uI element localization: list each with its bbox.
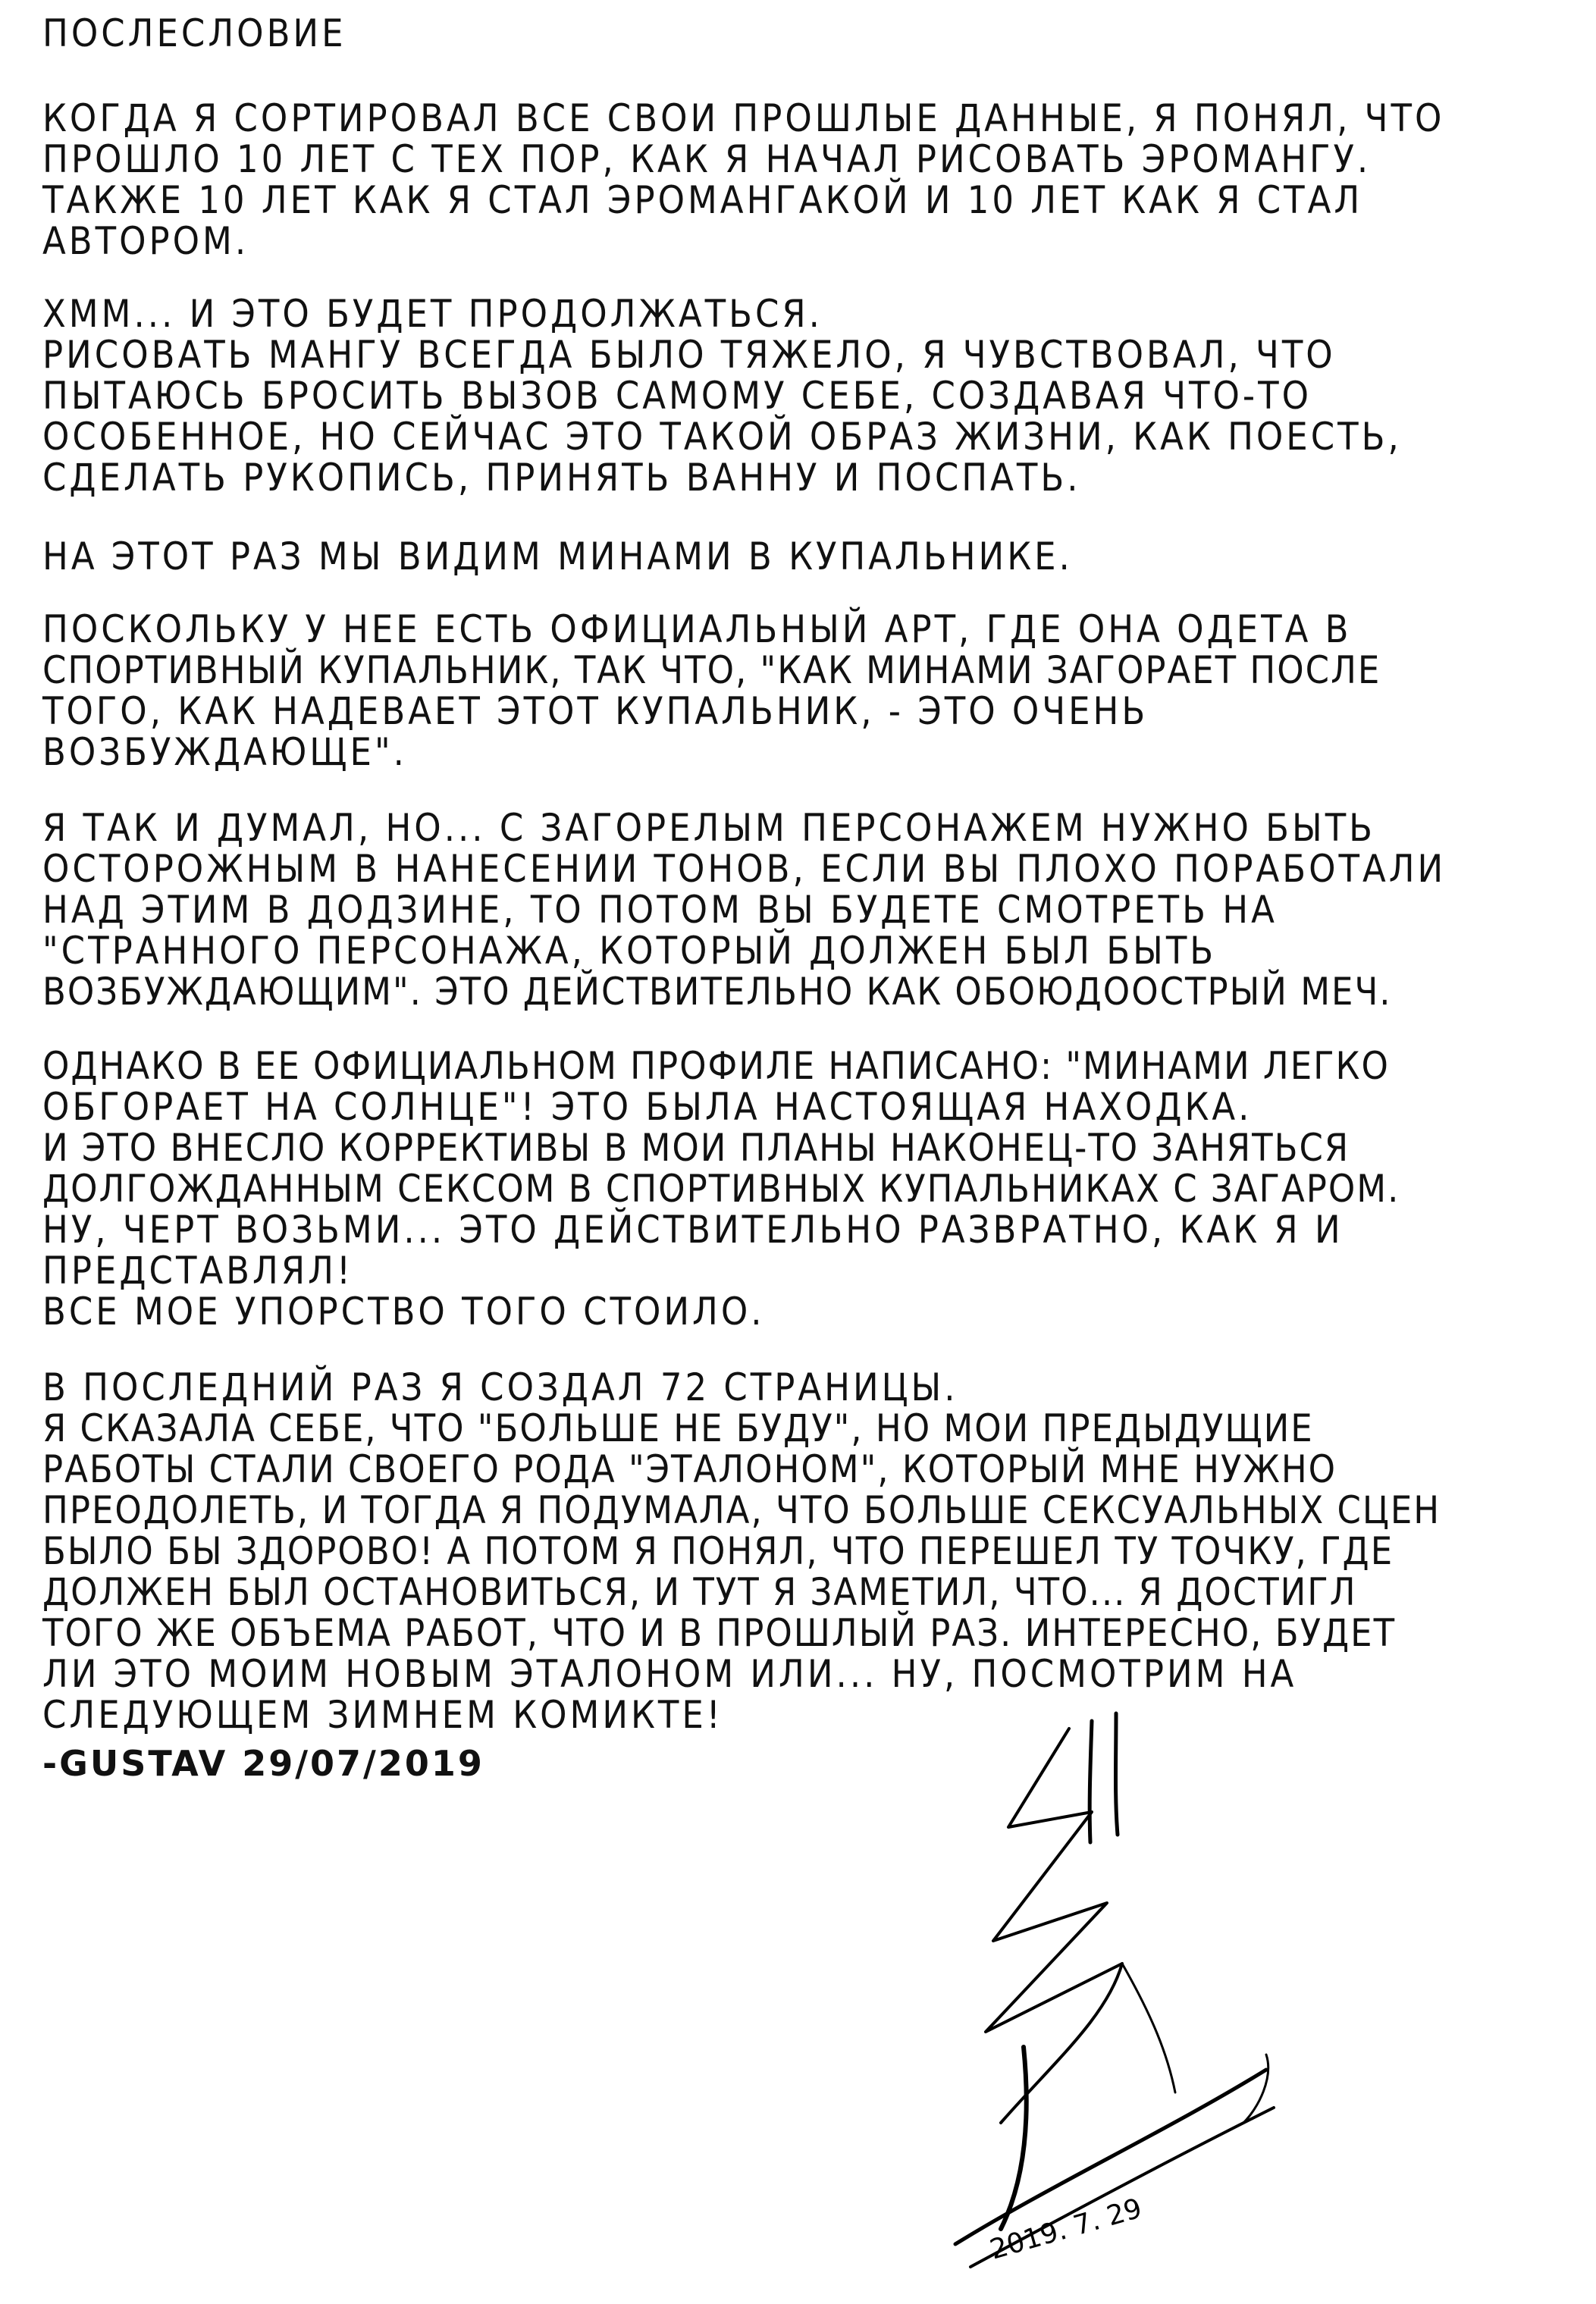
paragraph-line: ДОЛЖЕН БЫЛ ОСТАНОВИТЬСЯ, И ТУТ Я ЗАМЕТИЛ, ЧТО... Я ДОСТИГЛ	[42, 1570, 1357, 1614]
author-signature-line: -GUSTAV 29/07/2019	[42, 1743, 484, 1784]
paragraph-line: ОБГОРАЕТ НА СОЛНЦЕ"! ЭТО БЫЛА НАСТОЯЩАЯ НАХОДКА.	[42, 1085, 1253, 1129]
paragraph-line: ДОЛГОЖДАННЫМ СЕКСОМ В СПОРТИВНЫХ КУПАЛЬНИКАХ С ЗАГАРОМ.	[42, 1167, 1400, 1211]
paragraph-line: ПЫТАЮСЬ БРОСИТЬ ВЫЗОВ САМОМУ СЕБЕ, СОЗДАВАЯ ЧТО-ТО	[42, 374, 1312, 418]
signature-date: 2019. 7. 29	[986, 2193, 1146, 2266]
paragraph-line: ТОГО, КАК НАДЕВАЕТ ЭТОТ КУПАЛЬНИК, - ЭТО ОЧЕНЬ	[42, 689, 1149, 733]
paragraph-line: ВОЗБУЖДАЮЩИМ". ЭТО ДЕЙСТВИТЕЛЬНО КАК ОБОЮДООСТРЫЙ МЕЧ.	[42, 970, 1392, 1014]
paragraph-line: ЛИ ЭТО МОИМ НОВЫМ ЭТАЛОНОМ ИЛИ... НУ, ПОСМОТРИМ НА	[42, 1652, 1297, 1696]
paragraph-line: ОСОБЕННОЕ, НО СЕЙЧАС ЭТО ТАКОЙ ОБРАЗ ЖИЗНИ, КАК ПОЕСТЬ,	[42, 415, 1402, 459]
paragraph-line: ВОЗБУЖДАЮЩЕ".	[42, 730, 407, 774]
paragraph-line: ОДНАКО В ЕЕ ОФИЦИАЛЬНОМ ПРОФИЛЕ НАПИСАНО: "МИНАМИ ЛЕГКО	[42, 1044, 1390, 1088]
paragraph-line: НУ, ЧЕРТ ВОЗЬМИ... ЭТО ДЕЙСТВИТЕЛЬНО РАЗВРАТНО, КАК Я И	[42, 1208, 1344, 1252]
paragraph-line: РИСОВАТЬ МАНГУ ВСЕГДА БЫЛО ТЯЖЕЛО, Я ЧУВСТВОВАЛ, ЧТО	[42, 333, 1336, 377]
paragraph-line: ТОГО ЖЕ ОБЪЕМА РАБОТ, ЧТО И В ПРОШЛЫЙ РАЗ. ИНТЕРЕСНО, БУДЕТ	[42, 1611, 1397, 1655]
paragraph-line: ВСЕ МОЕ УПОРСТВО ТОГО СТОИЛО.	[42, 1290, 765, 1334]
paragraph-line: СЛЕДУЮЩЕМ ЗИМНЕМ КОМИКТЕ!	[42, 1693, 723, 1737]
paragraph-line: ПРЕДСТАВЛЯЛ!	[42, 1249, 353, 1293]
paragraph-line: НАД ЭТИМ В ДОДЗИНЕ, ТО ПОТОМ ВЫ БУДЕТЕ СМОТРЕТЬ НА	[42, 888, 1278, 932]
paragraph-line: "СТРАННОГО ПЕРСОНАЖА, КОТОРЫЙ ДОЛЖЕН БЫЛ БЫТЬ	[42, 929, 1217, 973]
paragraph-line: РАБОТЫ СТАЛИ СВОЕГО РОДА "ЭТАЛОНОМ", КОТОРЫЙ МНЕ НУЖНО	[42, 1447, 1337, 1491]
paragraph-line: КОГДА Я СОРТИРОВАЛ ВСЕ СВОИ ПРОШЛЫЕ ДАННЫЕ, Я ПОНЯЛ, ЧТО	[42, 96, 1445, 140]
paragraph-line: НА ЭТОТ РАЗ МЫ ВИДИМ МИНАМИ В КУПАЛЬНИКЕ.	[42, 534, 1073, 578]
paragraph-line: В ПОСЛЕДНИЙ РАЗ Я СОЗДАЛ 72 СТРАНИЦЫ.	[42, 1365, 958, 1409]
paragraph-line: ОСТОРОЖНЫМ В НАНЕСЕНИИ ТОНОВ, ЕСЛИ ВЫ ПЛОХО ПОРАБОТАЛИ	[42, 847, 1447, 891]
paragraph-line: ПРОШЛО 10 ЛЕТ С ТЕХ ПОР, КАК Я НАЧАЛ РИСОВАТЬ ЭРОМАНГУ.	[42, 137, 1372, 181]
paragraph-line: И ЭТО ВНЕСЛО КОРРЕКТИВЫ В МОИ ПЛАНЫ НАКОНЕЦ-ТО ЗАНЯТЬСЯ	[42, 1126, 1350, 1170]
paragraph-line: ТАКЖЕ 10 ЛЕТ КАК Я СТАЛ ЭРОМАНГАКОЙ И 10 ЛЕТ КАК Я СТАЛ	[42, 178, 1363, 222]
handwritten-signature	[940, 1698, 1289, 2297]
paragraph-line: СПОРТИВНЫЙ КУПАЛЬНИК, ТАК ЧТО, "КАК МИНАМИ ЗАГОРАЕТ ПОСЛЕ	[42, 648, 1381, 692]
page-title: ПОСЛЕСЛОВИЕ	[42, 11, 346, 55]
paragraph-line: БЫЛО БЫ ЗДОРОВО! А ПОТОМ Я ПОНЯЛ, ЧТО ПЕРЕШЕЛ ТУ ТОЧКУ, ГДЕ	[42, 1529, 1394, 1573]
paragraph-line: Я СКАЗАЛА СЕБЕ, ЧТО "БОЛЬШЕ НЕ БУДУ", НО МОИ ПРЕДЫДУЩИЕ	[42, 1406, 1314, 1450]
paragraph-line: ПРЕОДОЛЕТЬ, И ТОГДА Я ПОДУМАЛА, ЧТО БОЛЬШЕ СЕКСУАЛЬНЫХ СЦЕН	[42, 1488, 1441, 1532]
paragraph-line: СДЕЛАТЬ РУКОПИСЬ, ПРИНЯТЬ ВАННУ И ПОСПАТЬ.	[42, 456, 1081, 500]
paragraph-line: ПОСКОЛЬКУ У НЕЕ ЕСТЬ ОФИЦИАЛЬНЫЙ АРТ, ГДЕ ОНА ОДЕТА В	[42, 607, 1352, 651]
paragraph-line: АВТОРОМ.	[42, 219, 249, 263]
paragraph-line: Я ТАК И ДУМАЛ, НО... С ЗАГОРЕЛЫМ ПЕРСОНАЖЕМ НУЖНО БЫТЬ	[42, 806, 1376, 850]
paragraph-line: ХММ... И ЭТО БУДЕТ ПРОДОЛЖАТЬСЯ.	[42, 292, 823, 336]
